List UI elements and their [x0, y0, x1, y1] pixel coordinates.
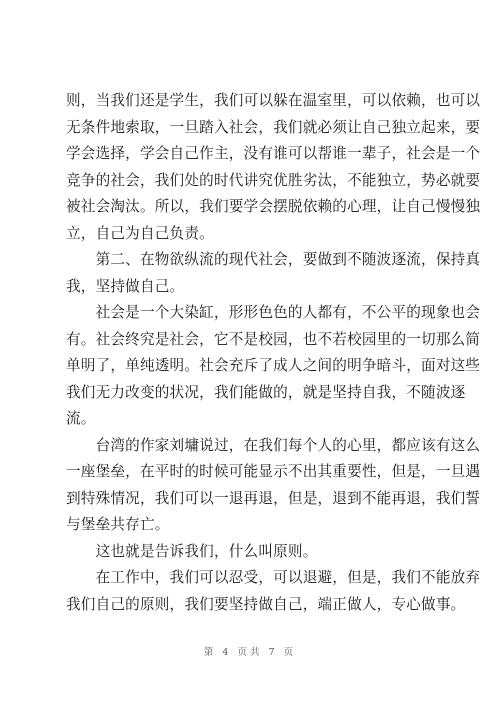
paragraph: [66, 247, 481, 300]
text-line: 学会选择，学会自己作主，没有谁可以帮谁一辈子，社会是一个: [66, 145, 481, 162]
text-line: 竞争的社会，我们处的时代讲究优胜劣汰，不能独立，势必就要: [66, 171, 481, 189]
text-line: 我们自己的原则，我们要坚持做自己，端正做人，专心做事。: [66, 595, 466, 613]
text-line: 到特殊情况，我们可以一退再退，但是，退到不能再退，我们誓: [66, 489, 481, 507]
text-line: 我，坚持做自己。: [66, 277, 185, 295]
paragraph: [66, 300, 481, 433]
text-line: 单明了，单纯透明。社会充斥了成人之间的明争暗斗，面对这些: [66, 357, 481, 374]
text-line: 与堡垒共存亡。: [66, 516, 170, 533]
text-line: 社会是一个大染缸，形形色色的人都有，不公平的现象也会: [66, 304, 481, 321]
page-number-label: 第 4 页共 7 页: [203, 647, 297, 658]
paragraph: [66, 88, 481, 247]
text-line: 有。社会终究是社会，它不是校园，也不若校园里的一切那么简: [66, 330, 481, 348]
paragraph: [66, 433, 481, 539]
document-body: [66, 88, 481, 618]
text-line: 流。: [66, 410, 96, 427]
text-line: 这也就是告诉我们，什么叫原则。: [66, 542, 318, 560]
paragraph: [66, 565, 481, 618]
text-line: 台湾的作家刘墉说过，在我们每个人的心里，都应该有这么: [66, 436, 481, 454]
text-line: 则，当我们还是学生，我们可以躲在温室里，可以依赖，也可以: [66, 92, 481, 109]
text-line: 第二、在物欲纵流的现代社会，要做到不随波逐流，保持真: [66, 251, 481, 268]
text-line: 我们无力改变的状况，我们能做的，就是坚持自我，不随波逐: [66, 383, 466, 401]
text-line: 被社会淘汰。所以，我们要学会摆脱依赖的心理，让自己慢慢独: [66, 198, 481, 215]
text-line: 在工作中，我们可以忍受，可以退避，但是，我们不能放弃: [66, 569, 481, 586]
text-line: 无条件地索取，一旦踏入社会，我们就必须让自己独立起来，要: [66, 118, 481, 136]
text-line: 一座堡垒，在平时的时候可能显示不出其重要性，但是，一旦遇: [66, 463, 481, 480]
paragraph: [66, 539, 438, 566]
page-footer: [0, 644, 500, 658]
text-line: 立，自己为自己负责。: [66, 224, 214, 242]
